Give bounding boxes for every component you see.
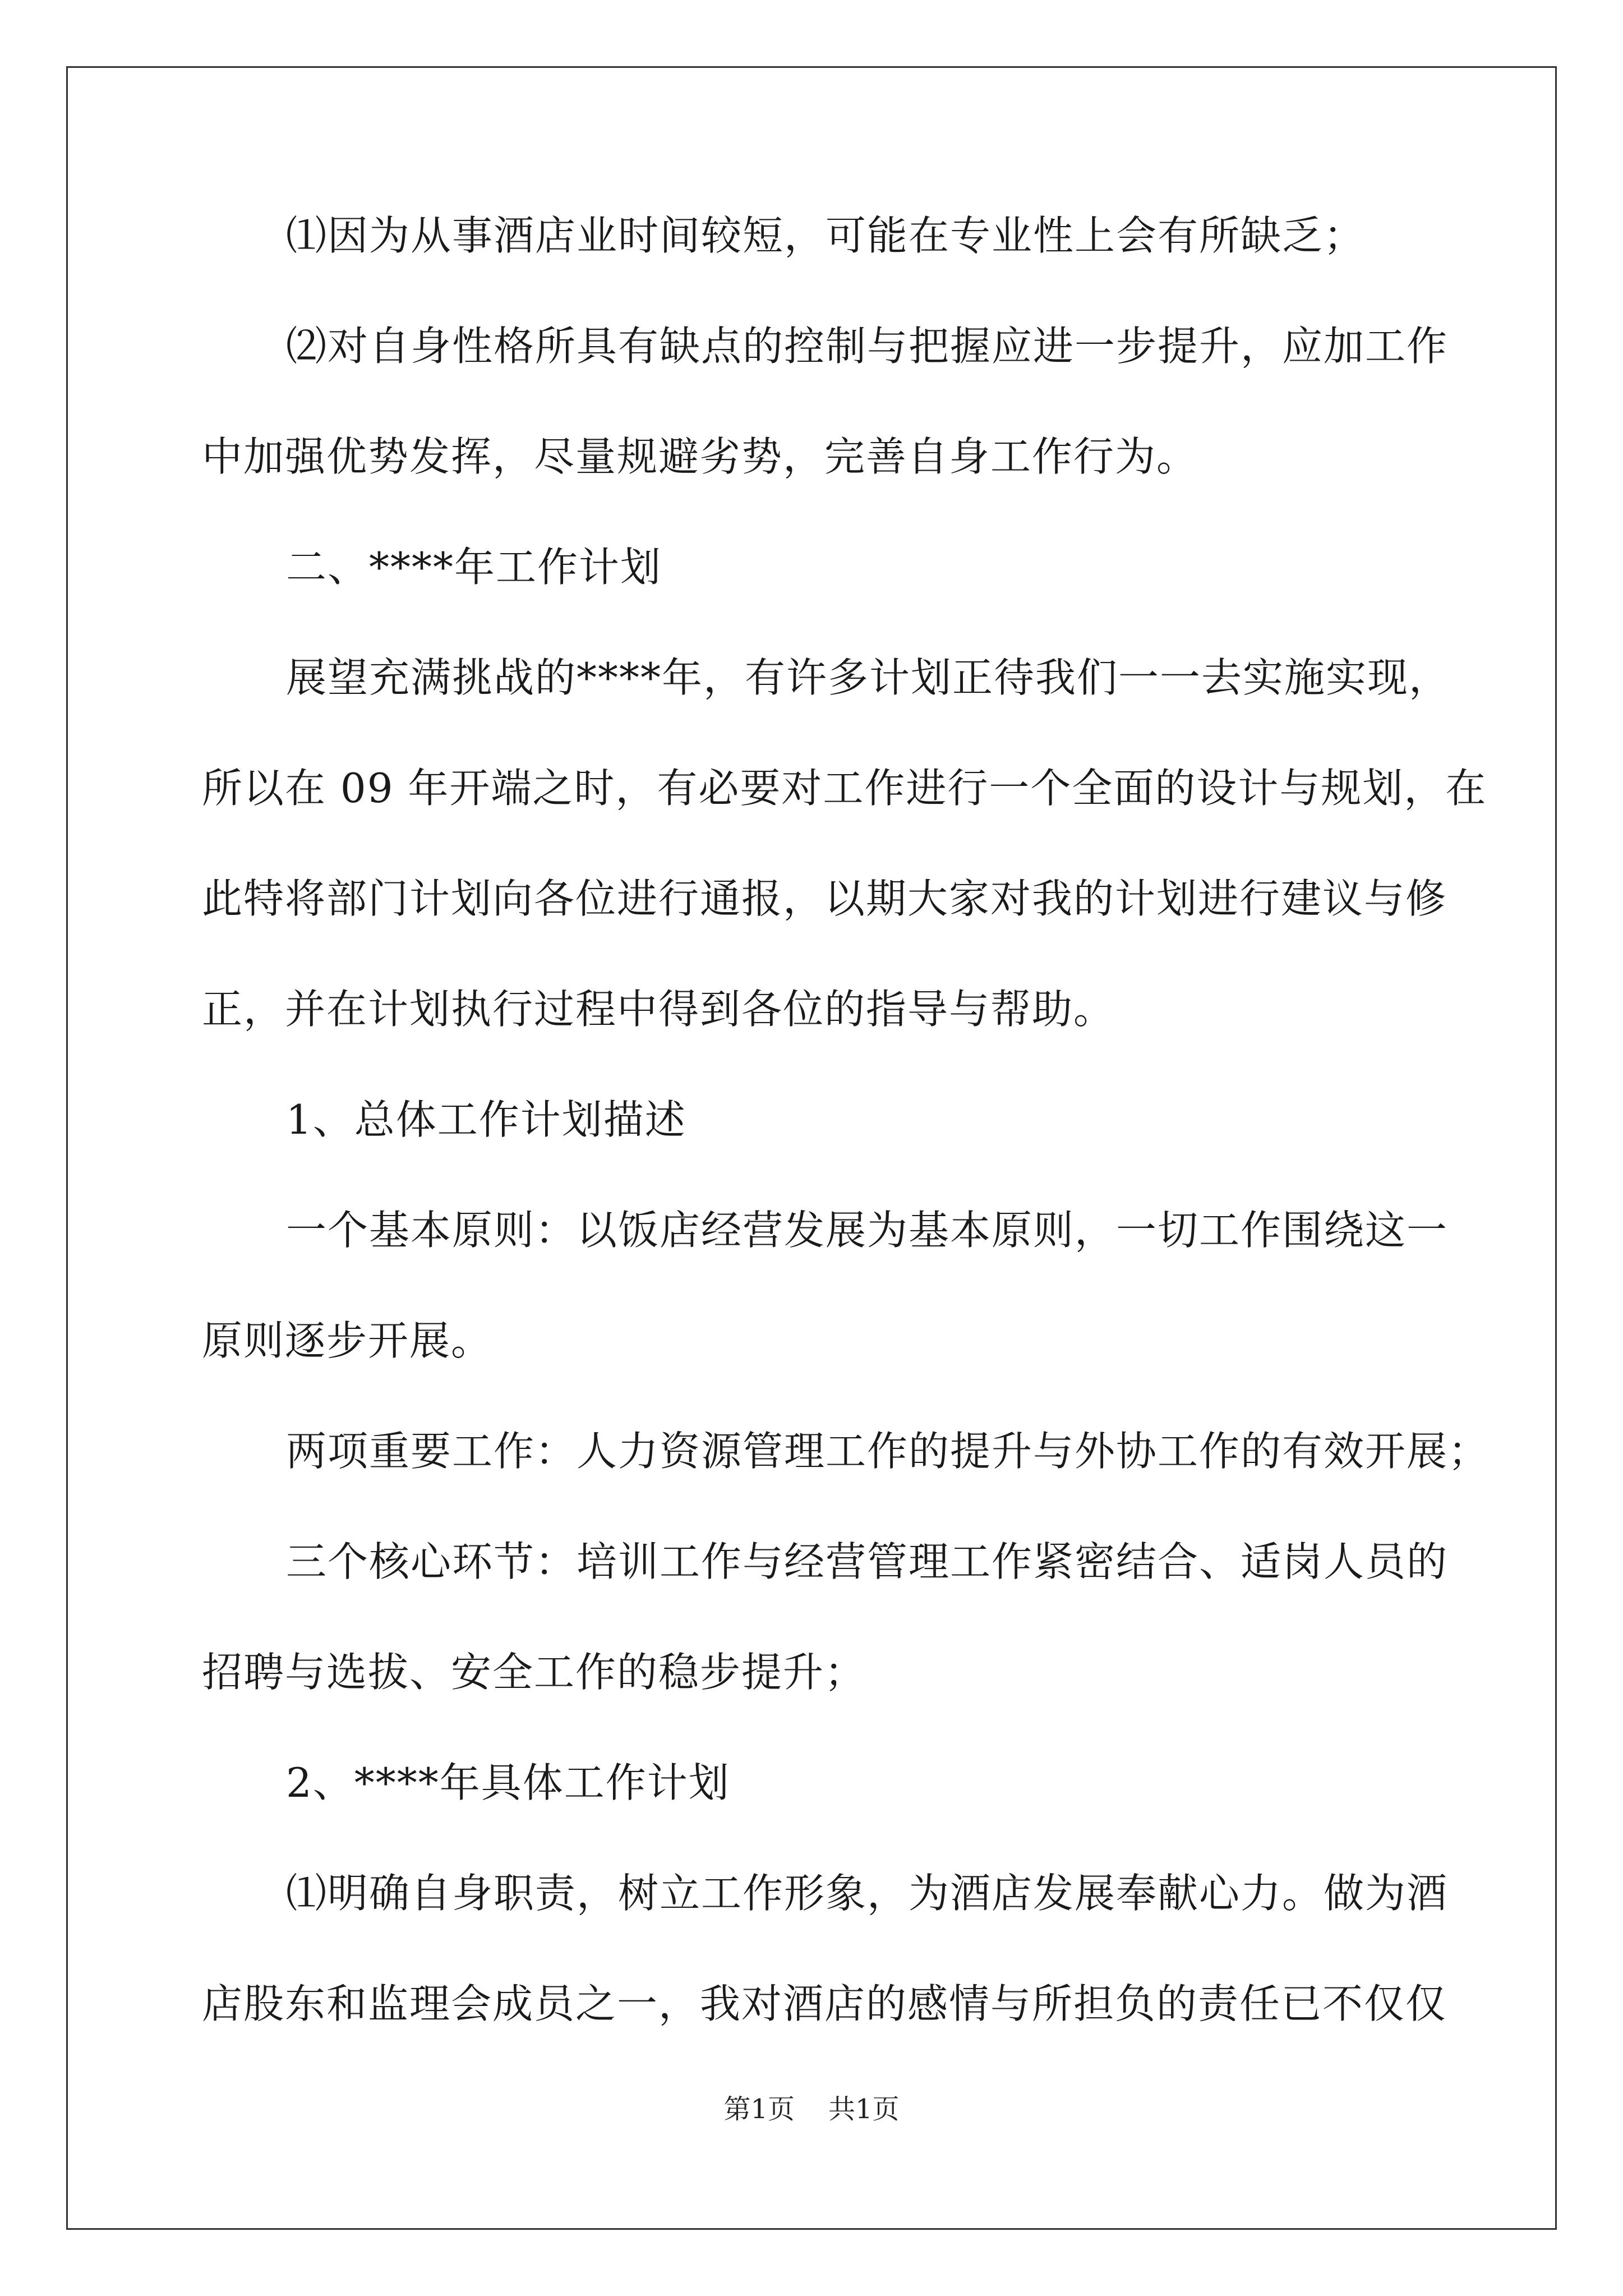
paragraph-line: ⑴因为从事酒店业时间较短，可能在专业性上会有所缺乏； xyxy=(286,212,1366,259)
page-number: 第1页 xyxy=(723,2093,795,2125)
section-heading: 二、****年工作计划 xyxy=(286,544,662,591)
paragraph-line: 三个核心环节：培训工作与经营管理工作紧密结合、适岗人员的 xyxy=(286,1538,1449,1585)
paragraph-line: 两项重要工作：人力资源管理工作的提升与外协工作的有效开展； xyxy=(286,1428,1490,1475)
paragraph-line: 展望充满挑战的****年，有许多计划正待我们一一去实施实现， xyxy=(286,654,1451,701)
paragraph-line: 所以在 09 年开端之时，有必要对工作进行一个全面的设计与规划，在 xyxy=(202,765,1487,812)
paragraph-line: 原则逐步开展。 xyxy=(202,1317,493,1364)
page-total: 共1页 xyxy=(828,2093,900,2125)
paragraph-line: 此特将部门计划向各位进行通报，以期大家对我的计划进行建议与修 xyxy=(202,875,1447,922)
section-heading: 1、总体工作计划描述 xyxy=(286,1096,686,1143)
paragraph-line: 中加强优势发挥，尽量规避劣势，完善自身工作行为。 xyxy=(202,433,1198,480)
paragraph-line: 正，并在计划执行过程中得到各位的指导与帮助。 xyxy=(202,986,1115,1033)
paragraph-line: 招聘与选拔、安全工作的稳步提升； xyxy=(202,1649,866,1696)
paragraph-line: ⑵对自身性格所具有缺点的控制与把握应进一步提升，应加工作 xyxy=(286,323,1449,370)
paragraph-line: 一个基本原则：以饭店经营发展为基本原则，一切工作围绕这一 xyxy=(286,1207,1449,1254)
paragraph-line: 店股东和监理会成员之一，我对酒店的感情与所担负的责任已不仅仅 xyxy=(202,1980,1447,2027)
paragraph-line: ⑴明确自身职责，树立工作形象，为酒店发展奉献心力。做为酒 xyxy=(286,1870,1449,1917)
section-heading: 2、****年具体工作计划 xyxy=(286,1759,730,1806)
page-footer xyxy=(0,2092,1623,2126)
